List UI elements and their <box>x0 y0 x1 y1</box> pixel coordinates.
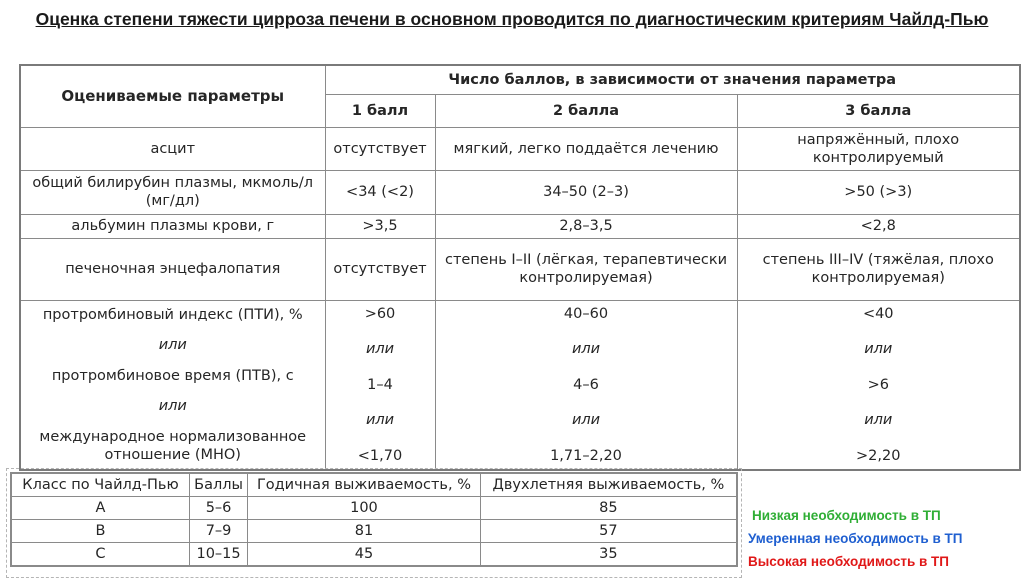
two-year-cell: 85 <box>480 497 737 520</box>
class-cell: C <box>11 543 189 567</box>
value-cell: 2,8–3,5 <box>435 214 737 238</box>
value-line: 1–4 <box>367 376 393 393</box>
legend-high-need: Высокая необходимость в ТП <box>748 554 949 569</box>
col-header-2: 2 балла <box>435 94 737 127</box>
legend-moderate-need: Умеренная необходимость в ТП <box>748 531 963 546</box>
or-label: или <box>571 412 601 429</box>
class-cell: A <box>11 497 189 520</box>
score-header: Число баллов, в зависимости от значения параметра <box>325 65 1020 94</box>
params-header: Оцениваемые параметры <box>20 65 325 127</box>
value-cell: >50 (>3) <box>737 170 1020 214</box>
score-cell: 10–15 <box>189 543 247 567</box>
col-header-3: 3 балла <box>737 94 1020 127</box>
header-cell: Годичная выживаемость, % <box>248 473 481 497</box>
table-row <box>20 214 1020 238</box>
or-label: или <box>365 341 395 358</box>
table-row <box>20 127 1020 170</box>
score-cell: 5–6 <box>189 497 247 520</box>
param-line: протромбиновый индекс (ПТИ), % <box>42 306 303 323</box>
value-cell <box>325 300 435 470</box>
child-pugh-class-table <box>10 472 738 567</box>
value-line: <40 <box>862 305 894 322</box>
value-line: >6 <box>867 376 889 393</box>
value-cell <box>435 300 737 470</box>
value-cell: отсутствует <box>325 238 435 300</box>
table-row <box>11 543 737 567</box>
one-year-cell: 45 <box>248 543 481 567</box>
value-cell: 34–50 (2–3) <box>435 170 737 214</box>
two-year-cell: 57 <box>480 520 737 543</box>
table-row <box>20 170 1020 214</box>
param-cell: асцит <box>20 127 325 170</box>
two-year-cell: 35 <box>480 543 737 567</box>
table-row <box>11 497 737 520</box>
header-cell: Класс по Чайлд-Пью <box>11 473 189 497</box>
value-line: 1,71–2,20 <box>550 447 622 464</box>
value-cell <box>737 300 1020 470</box>
value-cell: степень III–IV (тяжёлая, плохо контролируемая) <box>737 238 1020 300</box>
table-row <box>11 520 737 543</box>
class-cell: B <box>11 520 189 543</box>
param-cell: альбумин плазмы крови, г <box>20 214 325 238</box>
title-text: Оценка степени тяжести цирроза печени в основном проводится по диагностическим критериям Чайлд-Пью <box>35 9 989 29</box>
value-cell: <2,8 <box>737 214 1020 238</box>
score-cell: 7–9 <box>189 520 247 543</box>
value-line: 40–60 <box>563 305 609 322</box>
param-cell: общий билирубин плазмы, мкмоль/л (мг/дл) <box>20 170 325 214</box>
or-label: или <box>864 341 893 358</box>
class-table-header <box>11 473 737 497</box>
page-title <box>0 6 1024 33</box>
value-cell: напряжённый, плохо контролируемый <box>737 127 1020 170</box>
value-line: >2,20 <box>856 447 901 464</box>
or-label: или <box>571 341 601 358</box>
value-cell: отсутствует <box>325 127 435 170</box>
param-cell: печеночная энцефалопатия <box>20 238 325 300</box>
param-cell <box>20 300 325 470</box>
param-line: международное нормализованное отношение (МНО) <box>39 428 307 463</box>
value-cell: >3,5 <box>325 214 435 238</box>
or-label: или <box>365 412 395 429</box>
or-label: или <box>158 337 187 354</box>
child-pugh-criteria-table <box>19 64 1021 471</box>
header-cell: Баллы <box>189 473 247 497</box>
or-label: или <box>864 412 893 429</box>
col-header-1: 1 балл <box>325 94 435 127</box>
value-line: <1,70 <box>357 447 403 464</box>
one-year-cell: 100 <box>248 497 481 520</box>
legend-low-need: Низкая необходимость в ТП <box>752 508 941 523</box>
table-row-coagulation <box>20 300 1020 470</box>
header-cell: Двухлетняя выживаемость, % <box>480 473 737 497</box>
value-cell: мягкий, легко поддаётся лечению <box>435 127 737 170</box>
table-row <box>20 238 1020 300</box>
param-line: протромбиновое время (ПТВ), с <box>51 367 294 384</box>
value-line: >60 <box>364 305 396 322</box>
value-line: 4–6 <box>573 376 599 393</box>
one-year-cell: 81 <box>248 520 481 543</box>
value-cell: степень I–II (лёгкая, терапевтически контролируемая) <box>435 238 737 300</box>
or-label: или <box>158 398 187 415</box>
value-cell: <34 (<2) <box>325 170 435 214</box>
